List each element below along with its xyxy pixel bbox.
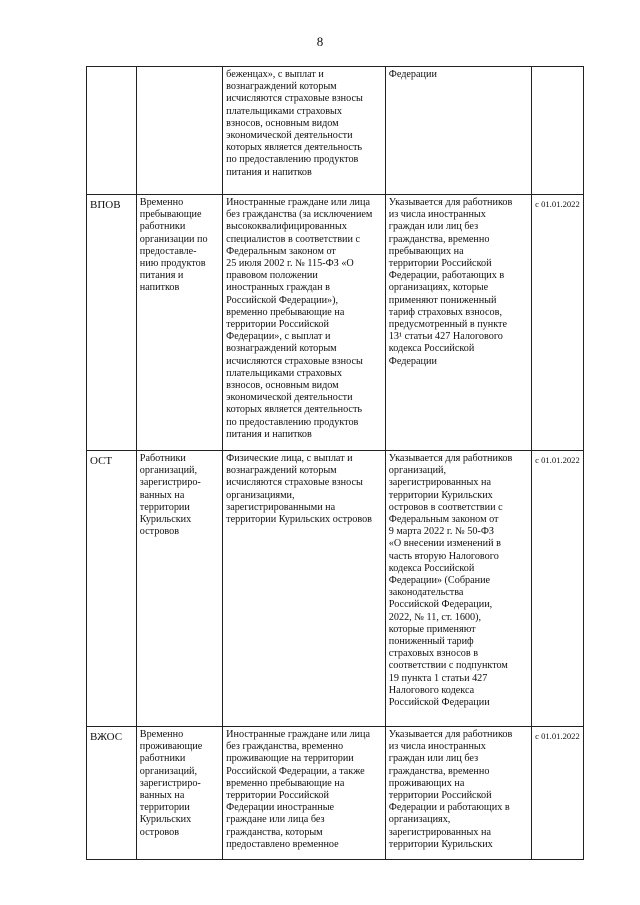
code-cell (87, 67, 137, 195)
table-row (87, 195, 584, 451)
category-cell (136, 727, 222, 860)
date-text: с 01.01.2022 (535, 199, 580, 209)
code-cell (87, 727, 137, 860)
category-cell (136, 67, 222, 195)
date-text: с 01.01.2022 (535, 731, 580, 741)
instruction-text: Указывается для работников из числа иностранных граждан или лиц без гражданства, временно пребывающих на территории Российской Федерации, работающих в организациях, которые применяют пониженный тариф страховых взносов, предусмотренный в пункте 13¹ статьи 427 Налогового кодекса Российской Федерации (388, 197, 513, 367)
instruction-cell (385, 67, 531, 195)
date-cell (532, 195, 584, 451)
instruction-cell (385, 727, 531, 860)
date-text: с 01.01.2022 (535, 455, 580, 465)
code-text: ОСТ (90, 455, 113, 467)
instruction-cell (385, 451, 531, 727)
code-cell (87, 451, 137, 727)
category-codes-table (86, 66, 584, 860)
description-cell (223, 727, 386, 860)
description-cell (223, 195, 386, 451)
description-text: Иностранные граждане или лица без гражданства, временно проживающие на территории Российской Федерации, а также временно пребывающие на территории Российской Федерации иностранные граждане или лица без гражданства, которым предоставлено временное (226, 729, 370, 850)
code-text: ВЖОС (90, 731, 123, 743)
date-cell (532, 67, 584, 195)
description-text: Физические лица, с выплат и вознаграждений которым исчисляются страховые взносы организациями, зарегистрированными на территории Курильских островов (226, 453, 372, 526)
instruction-text: Федерации (388, 69, 437, 80)
instruction-text: Указывается для работников организаций, зарегистрированных на территории Курильских островов в соответствии с Федеральным законом от 9 марта 2022 г. № 50-ФЗ «О внесении изменений в часть вторую Налогового кодекса Российской Федерации» (Собрание законодательства Российской Федерации, 2022, № 11, ст. 1600), которые применяют пониженный тариф страховых взносов в соответствии с подпунктом 19 пункта 1 статьи 427 Налогового кодекса Российской Федерации (388, 453, 513, 709)
table-row (87, 727, 584, 860)
instruction-cell (385, 195, 531, 451)
description-text: беженцах», с выплат и вознаграждений которым исчисляются страховые взносы плательщиками страховых взносов, основным видом экономической деятельности которых является деятельность по предоставлению продуктов питания и напитков (226, 69, 363, 178)
table-row (87, 451, 584, 727)
page-number: 8 (316, 34, 324, 49)
category-text: Временно проживающие работники организаций, зарегистриро- ванных на территории Курильских островов (139, 729, 203, 838)
code-cell (87, 195, 137, 451)
date-cell (532, 727, 584, 860)
description-cell (223, 451, 386, 727)
category-text: Временно пребывающие работники организации по предоставле- нию продуктов питания и напитков (139, 197, 208, 294)
category-cell (136, 195, 222, 451)
category-cell (136, 451, 222, 727)
date-cell (532, 451, 584, 727)
description-text: Иностранные граждане или лица без гражданства (за исключением высококвалифицированных специалистов в соответствии с Федеральным законом от 25 июля 2002 г. № 115-ФЗ «О правовом положении иностранных граждан в Российской Федерации»), временно пребывающие на территории Российской Федерации», с выплат и вознаграждений которым исчисляются страховые взносы плательщиками страховых взносов, основным видом экономической деятельности которых является деятельность по предоставлению продуктов питания и напитков (226, 197, 373, 440)
instruction-text: Указывается для работников из числа иностранных граждан или лиц без гражданства, временно проживающих на территории Российской Федерации и работающих в организациях, зарегистрированных на территории Курильских (388, 729, 513, 850)
code-text: ВПОВ (90, 199, 121, 211)
description-cell (223, 67, 386, 195)
category-text: Работники организаций, зарегистриро- ванных на территории Курильских островов (139, 453, 201, 538)
table-row (87, 67, 584, 195)
